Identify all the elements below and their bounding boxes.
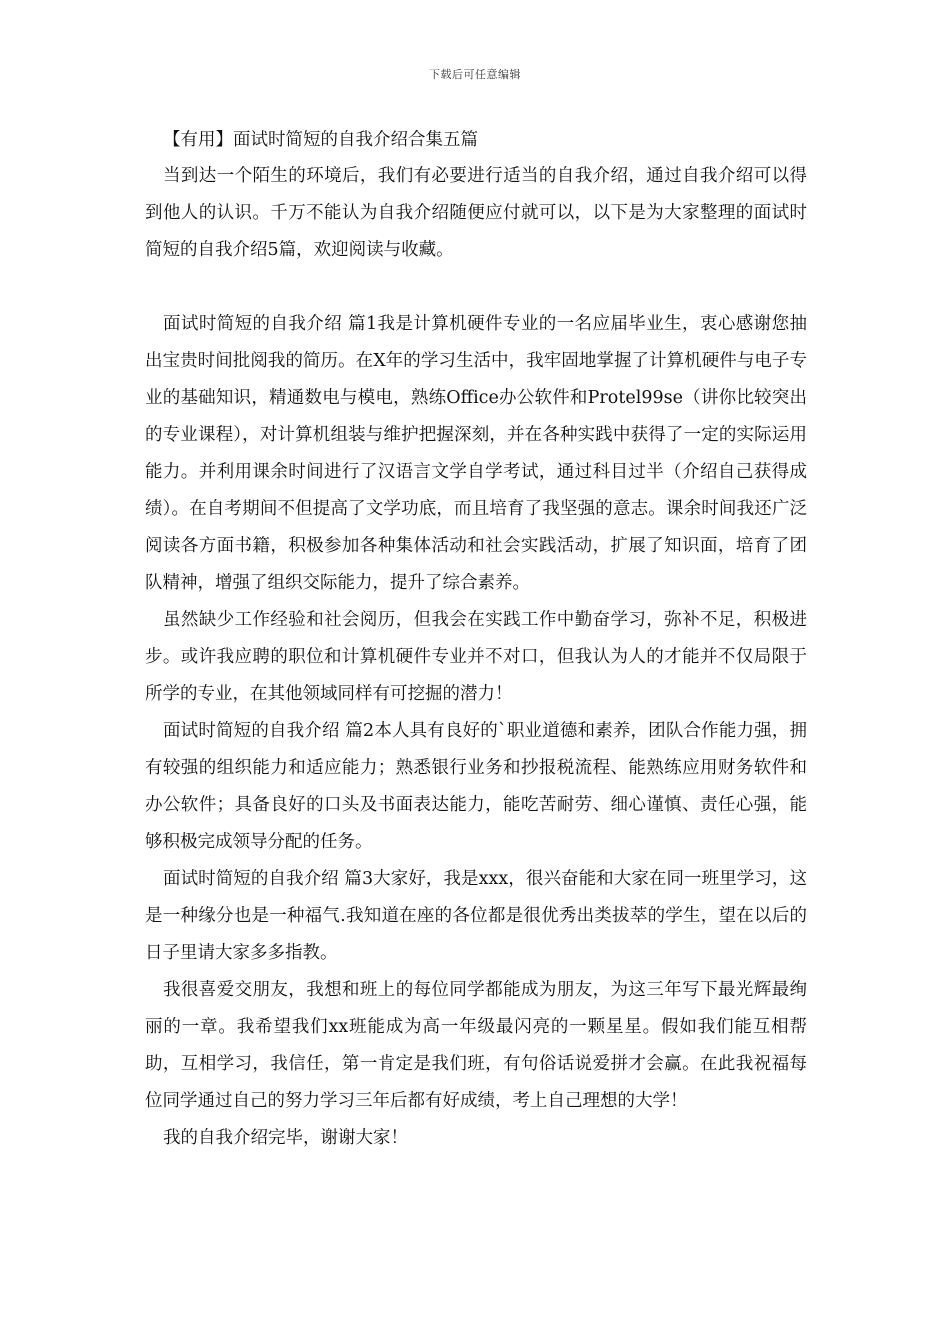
- paragraph-closing: 我的自我介绍完毕，谢谢大家！: [163, 1128, 408, 1148]
- document-body: [145, 123, 807, 1157]
- paragraph-self-intro-1-continued: 虽然缺少工作经验和社会阅历，但我会在实践工作中勤奋学习，弥补不足，积极进步。或许我应聘的职位和计算机硬件专业并不对口，但我认为人的才能并不仅局限于所学的专业，在其他领域同样有可挖掘的潜力！: [145, 610, 807, 704]
- paragraph-self-intro-1: 面试时简短的自我介绍 篇1我是计算机硬件专业的一名应届毕业生，衷心感谢您抽出宝贵时间批阅我的简历。在X年的学习生活中，我牢固地掌握了计算机硬件与电子专业的基础知识，精通数电与模电，熟练Office办公软件和Protel99se（讲你比较突出的专业课程），对计算机组装与维护把握深刻，并在各种实践中获得了一定的实际运用能力。并利用课余时间进行了汉语言文学自学考试，通过科目过半（介绍自己获得成绩）。在自考期间不但提高了文学功底，而且培育了我坚强的意志。课余时间我还广泛阅读各方面书籍，积极参加各种集体活动和社会实践活动，扩展了知识面，培育了团队精神，增强了组织交际能力，提升了综合素养。: [145, 314, 807, 593]
- intro-paragraph: 当到达一个陌生的环境后，我们有必要进行适当的自我介绍，通过自我介绍可以得到他人的认识。千万不能认为自我介绍随便应付就可以，以下是为大家整理的面试时简短的自我介绍5篇，欢迎阅读与收藏。: [145, 166, 807, 260]
- paragraph-self-intro-2: 面试时简短的自我介绍 篇2本人具有良好的`职业道德和素养，团队合作能力强，拥有较强的组织能力和适应能力；熟悉银行业务和抄报税流程、能熟练应用财务软件和办公软件；具备良好的口头及书面表达能力，能吃苦耐劳、细心谨慎、责任心强，能够积极完成领导分配的任务。: [145, 721, 807, 852]
- paragraph-spacer: [145, 269, 807, 306]
- paragraph-self-intro-3: 面试时简短的自我介绍 篇3大家好，我是xxx，很兴奋能和大家在同一班里学习，这是一种缘分也是一种福气.我知道在座的各位都是很优秀出类拔萃的学生，望在以后的日子里请大家多多指教。: [145, 869, 807, 963]
- header-note: 下载后可任意编辑: [429, 68, 521, 81]
- document-title: 【有用】面试时简短的自我介绍合集五篇: [163, 130, 478, 150]
- paragraph-self-intro-3-continued: 我很喜爱交朋友，我想和班上的每位同学都能成为朋友，为这三年写下最光辉最绚丽的一章。我希望我们xx班能成为高一年级最闪亮的一颗星星。假如我们能互相帮助，互相学习，我信任，第一肯定是我们班，有句俗话说爱拼才会赢。在此我祝福每位同学通过自己的努力学习三年后都有好成绩，考上自己理想的大学！: [145, 980, 807, 1111]
